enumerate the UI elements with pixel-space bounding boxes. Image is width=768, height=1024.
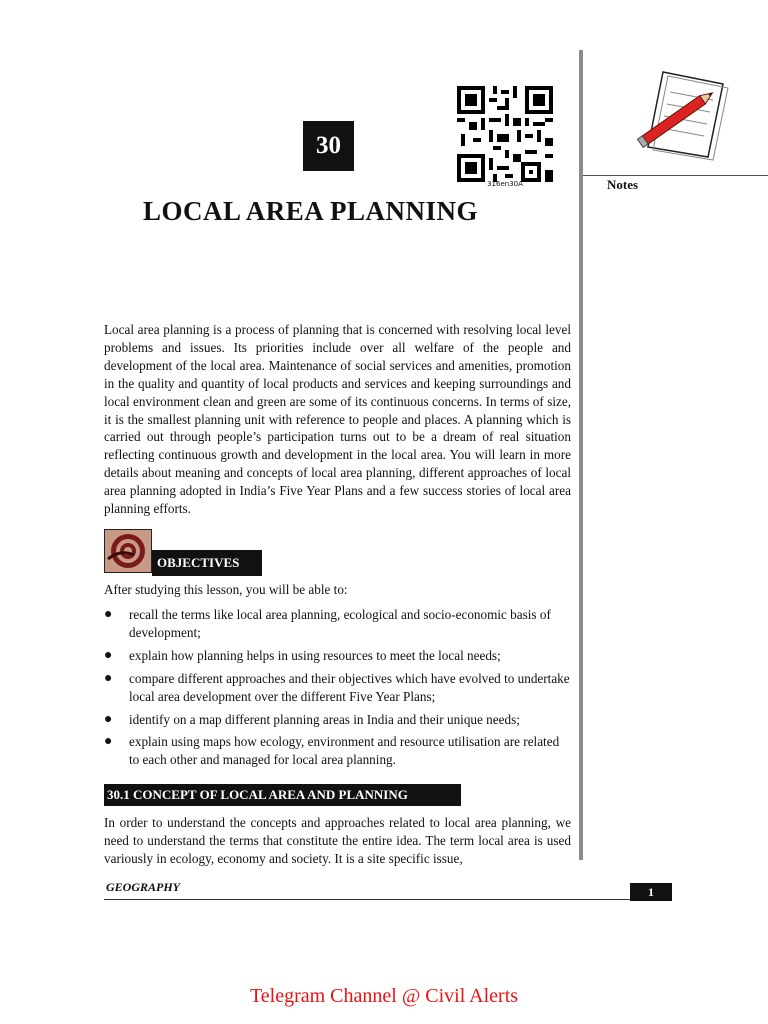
list-item: ● compare different approaches and their objectives which have evolved to undertake local area development over the different Five Year Plans; xyxy=(104,670,570,704)
list-item: ● explain using maps how ecology, environment and resource utilisation are related to each other and managed for local area planning. xyxy=(104,734,560,768)
bullet-icon: ● xyxy=(104,734,113,750)
notes-label: Notes xyxy=(607,177,639,192)
bullet-icon: ● xyxy=(104,670,113,686)
margin-divider xyxy=(579,50,583,860)
target-icon xyxy=(104,529,152,573)
intro-paragraph: Local area planning is a process of planning that is concerned with resolving local level problems and issues. Its priorities include over all welfare of the people and development of the local area. Maintenance of social services and amenities, promotion in the quality and quantity of local products and services and keeping surroundings and local environment clean and green are some of its continuous concerns. In terms of size, it is the smallest planning unit with reference to people and places. A planning which is carried out through people’s participation turns out to be a dream of real situation reflecting continuous growth and development in the local area. You will learn in more details about meaning and concepts of local area planning, different approaches of local area planning adopted in India’s Five Year Plans and a few success stories of local area planning efforts. xyxy=(104,322,571,517)
qr-code-icon xyxy=(457,86,553,182)
bullet-icon: ● xyxy=(104,711,113,727)
section-heading: 30.1 CONCEPT OF LOCAL AREA AND PLANNING xyxy=(104,784,461,806)
bullet-icon: ● xyxy=(104,647,113,663)
bullet-icon: ● xyxy=(104,607,113,622)
notes-pencil-icon xyxy=(628,62,738,162)
objectives-list xyxy=(104,606,571,774)
objectives-heading: OBJECTIVES xyxy=(152,550,262,576)
footer-rule xyxy=(104,899,672,900)
watermark-text: Telegram Channel @ Civil Alerts xyxy=(249,985,519,1007)
list-item: ● identify on a map different planning areas in India and their unique needs; xyxy=(104,711,520,727)
section-paragraph: In order to understand the concepts and approaches related to local area planning, we need to understand the terms that constitute the entire idea. The term local area is used variously in ecology, economy and society. It is a site specific issue, xyxy=(104,815,571,866)
list-item: ● recall the terms like local area planning, ecological and socio-economic basis of development; xyxy=(104,607,551,640)
page-number: 1 xyxy=(630,883,672,901)
list-item: ● explain how planning helps in using resources to meet the local needs; xyxy=(104,647,501,663)
objectives-intro: After studying this lesson, you will be able to: xyxy=(104,582,348,597)
chapter-title: LOCAL AREA PLANNING xyxy=(143,196,479,226)
chapter-number-badge: 30 xyxy=(303,121,354,171)
notes-rule xyxy=(583,175,768,176)
footer-subject: GEOGRAPHY xyxy=(106,880,181,894)
qr-code-caption: 316en30A xyxy=(487,180,523,188)
